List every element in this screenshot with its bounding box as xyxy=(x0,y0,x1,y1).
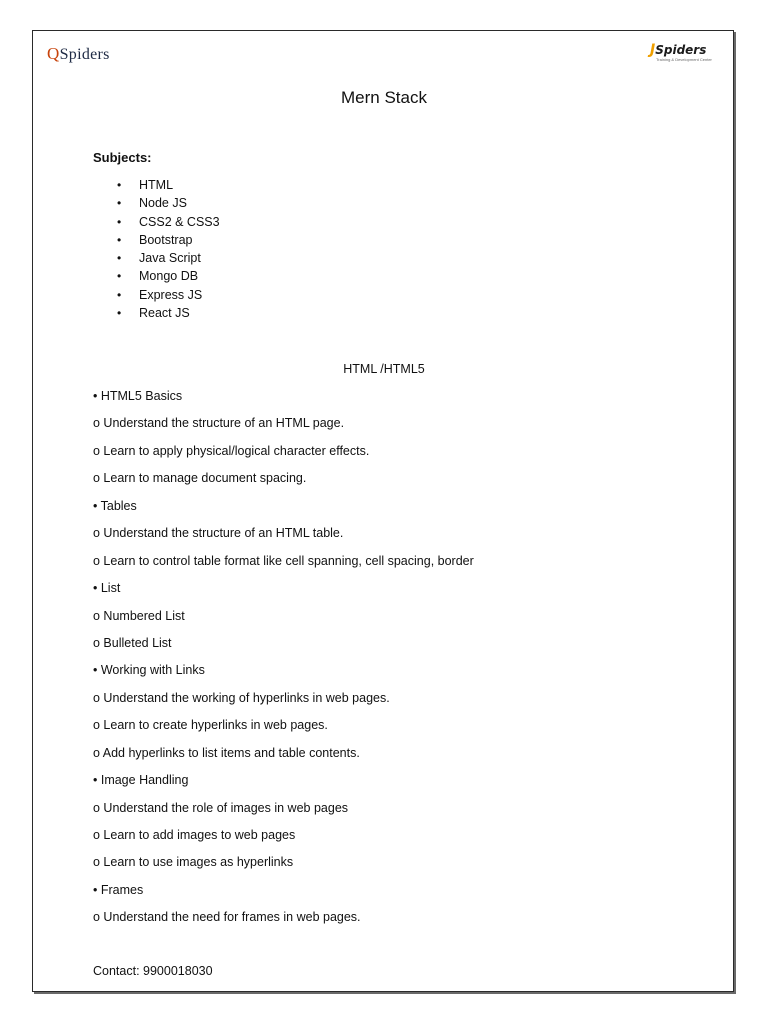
subject-item xyxy=(93,176,220,194)
bullet-icon: • xyxy=(117,214,122,229)
outline-line: o Understand the structure of an HTML table. xyxy=(93,526,344,541)
jspiders-logo-brand xyxy=(650,44,720,57)
outline-line: o Learn to control table format like cell spanning, cell spacing, border xyxy=(93,553,474,568)
outline-line: • Image Handling xyxy=(93,773,189,788)
subject-item xyxy=(93,286,220,304)
outline-line: • HTML5 Basics xyxy=(93,389,183,403)
subject-label: Java Script xyxy=(139,251,201,266)
outline-line: • List xyxy=(93,581,121,596)
qspiders-logo-q: Q xyxy=(47,44,60,63)
bullet-icon: • xyxy=(117,287,122,302)
subject-item xyxy=(93,194,220,212)
subject-label: Bootstrap xyxy=(139,232,193,247)
outline-line: o Learn to apply physical/logical character effects. xyxy=(93,443,370,458)
jspiders-logo-text: Spiders xyxy=(655,43,707,57)
subject-label: CSS2 & CSS3 xyxy=(139,214,220,229)
subjects-list xyxy=(93,176,220,322)
outline-line: o Understand the working of hyperlinks in web pages. xyxy=(93,690,390,705)
contact-line: Contact: 9900018030 xyxy=(93,964,213,978)
document-title: Mern Stack xyxy=(341,88,427,107)
outline-line: o Understand the role of images in web pages xyxy=(93,800,349,815)
jspiders-logo-tagline: Training & Development Center xyxy=(656,57,712,62)
outline-line: • Working with Links xyxy=(93,663,205,678)
html-outline xyxy=(93,386,474,935)
page-shadow-right xyxy=(734,32,736,994)
subject-item xyxy=(93,267,220,285)
section-title: HTML /HTML5 xyxy=(343,362,425,376)
subject-label: HTML xyxy=(139,178,174,192)
bullet-icon: • xyxy=(117,232,122,247)
subject-label: Node JS xyxy=(139,196,187,211)
qspiders-logo-text: Spiders xyxy=(59,46,110,63)
outline-line: o Bulleted List xyxy=(93,635,172,650)
subject-label: Mongo DB xyxy=(139,269,199,284)
subject-label: React JS xyxy=(139,306,190,321)
subject-label: Express JS xyxy=(139,287,203,302)
subject-item xyxy=(93,249,220,267)
outline-line: o Numbered List xyxy=(93,608,185,623)
outline-line: o Learn to manage document spacing. xyxy=(93,471,307,486)
bullet-icon: • xyxy=(117,178,122,192)
bullet-icon: • xyxy=(117,196,122,211)
outline-line: o Understand the need for frames in web pages. xyxy=(93,910,361,925)
outline-line: • Tables xyxy=(93,498,137,513)
outline-line: • Frames xyxy=(93,882,144,897)
bullet-icon: • xyxy=(117,269,122,284)
subject-item xyxy=(93,231,220,249)
qspiders-logo xyxy=(47,44,110,64)
bullet-icon: • xyxy=(117,251,122,266)
subjects-heading: Subjects: xyxy=(93,150,152,165)
outline-line: o Learn to create hyperlinks in web pages. xyxy=(93,718,328,733)
bullet-icon: • xyxy=(117,306,122,321)
outline-line: o Add hyperlinks to list items and table contents. xyxy=(93,745,360,760)
outline-line: o Learn to use images as hyperlinks xyxy=(93,855,294,870)
subject-item xyxy=(93,213,220,231)
subject-item xyxy=(93,304,220,322)
jspiders-logo-j: J xyxy=(650,42,656,58)
outline-line: o Learn to add images to web pages xyxy=(93,828,296,842)
outline-line: o Understand the structure of an HTML page. xyxy=(93,416,345,431)
jspiders-logo xyxy=(650,44,720,66)
page-shadow-bottom xyxy=(34,992,736,994)
